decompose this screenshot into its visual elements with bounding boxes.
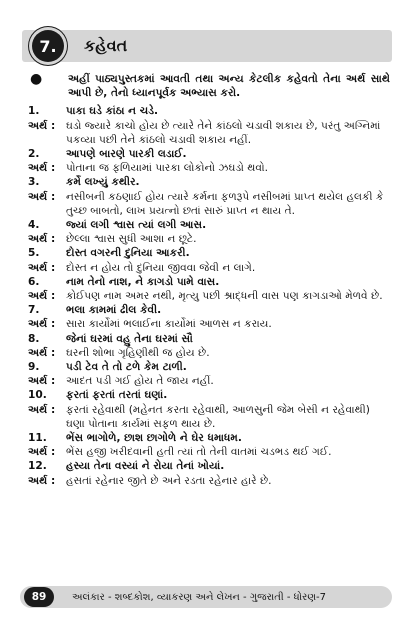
idiom-row	[28, 275, 390, 289]
footer-text: અલંકાર - શબ્દકોશ, વ્યાકરણ અને લેખન - ગુજરાતી - ધોરણ-7	[72, 591, 327, 603]
meaning-label: અર્થ :	[28, 375, 56, 388]
idiom-number: 3.	[28, 176, 40, 189]
meaning-text: કોઈપણ નામ અમર નથી, મૃત્યુ પછી શ્રાદ્ધની વાસ પણ કાગડાઓ મેળવે છે.	[66, 290, 383, 303]
meaning-label: અર્થ :	[28, 190, 56, 203]
meaning-label: અર્થ :	[28, 474, 56, 487]
idiom-text: જેનાં ઘરમાં વહુ તેના ઘરમાં સૌ	[66, 332, 193, 345]
idiom-text: દોસ્ત વગરની દુનિયા આકરી.	[66, 247, 190, 260]
meaning-label: અર્થ :	[28, 261, 56, 274]
chapter-title: કહેવત	[84, 36, 128, 55]
idiom-row	[28, 303, 390, 317]
meaning-text: ઘરની શોભા ગૃહિણીથી જ હોય છે.	[66, 346, 210, 359]
content-body	[28, 72, 390, 488]
idiom-number: 2.	[28, 148, 40, 161]
idiom-row	[28, 246, 390, 260]
idiom-text: નામ તેનો નાશ, ને કાગડો પામે વાસ.	[66, 275, 220, 288]
meaning-label: અર્થ :	[28, 290, 56, 303]
idiom-row	[28, 360, 390, 374]
meaning-label: અર્થ :	[28, 162, 56, 175]
idiom-number: 4.	[28, 219, 40, 232]
idiom-row	[28, 332, 390, 346]
idiom-number: 8.	[28, 332, 40, 345]
meaning-row	[28, 232, 390, 246]
meaning-label: અર્થ :	[28, 318, 56, 331]
page-footer	[20, 586, 392, 608]
idiom-text: જ્યાં લગી શ્વાસ ત્યાં લગી આસ.	[66, 219, 207, 232]
idiom-number: 9.	[28, 361, 40, 374]
idiom-row	[28, 218, 390, 232]
meaning-text: ફરતાં રહેવાથી (મહેનત કરતા રહેવાથી, આળસુની જેમ બેસી ન રહેવાથી) ઘણા પોતાના કાર્યમાં સફળ થાય છે.	[66, 403, 370, 430]
idiom-row	[28, 388, 390, 402]
idiom-number: 5.	[28, 247, 40, 260]
meaning-row	[28, 317, 390, 331]
idiom-row	[28, 147, 390, 161]
idiom-text: પડી ટેવ તે તો ટળે કેમ ટાળી.	[66, 361, 187, 374]
meaning-text: હસતાં રહેનાર જીતે છે અને રડતા રહેનાર હારે છે.	[66, 474, 272, 487]
meaning-label: અર્થ :	[28, 233, 56, 246]
bullet-icon: ●	[30, 71, 43, 87]
intro-text: અહીં પાઠ્યપુસ્તકમાં આવતી તથા અન્ય કેટલીક કહેવતો તેના અર્થ સાથે આપી છે, તેનો ધ્યાનપૂર્વક અભ્યાસ કરો.	[68, 73, 390, 100]
idiom-number: 1.	[28, 105, 40, 118]
meaning-row	[28, 190, 390, 218]
meaning-label: અર્થ :	[28, 403, 56, 416]
meaning-row	[28, 474, 390, 488]
meaning-row	[28, 289, 390, 303]
chapter-header	[22, 30, 392, 62]
meaning-row	[28, 161, 390, 175]
idiom-list	[28, 104, 390, 487]
meaning-row	[28, 261, 390, 275]
meaning-row	[28, 119, 390, 147]
idiom-number: 10.	[28, 389, 47, 402]
meaning-text: આદત પડી ગઈ હોય તે જાય નહીં.	[66, 375, 214, 388]
idiom-text: આપણે બારણે પારકી લડાઈ.	[66, 148, 187, 161]
meaning-text: દોસ્ત ન હોય તો દુનિયા જીવવા જેવી ન લાગે.	[66, 261, 256, 274]
idiom-text: પાકા ઘડે કાંઠા ન ચડે.	[66, 105, 159, 118]
chapter-number: 7.	[32, 30, 64, 62]
idiom-text: હસ્યા તેના વસ્યાં ને રોયા તેનાં ખોયાં.	[66, 460, 225, 473]
meaning-text: ઘડો જ્યારે કાચો હોય છે ત્યારે તેને કાંઠલો ચડાવી શકાય છે, પરંતુ અગ્નિમાં પકવ્યા પછી તેને કાંઠલો ચડાવી શકાય નહીં.	[66, 119, 381, 146]
page-number: 89	[24, 587, 54, 607]
idiom-row	[28, 431, 390, 445]
meaning-row	[28, 374, 390, 388]
intro-block	[28, 72, 390, 100]
idiom-row	[28, 175, 390, 189]
meaning-text: છેલ્લા શ્વાસ સુધી આશા ન છૂટે.	[66, 233, 197, 246]
meaning-text: સારા કાર્યોમાં ભલાઈના કાર્યોમાં આળસ ન કરાય.	[66, 318, 272, 331]
idiom-number: 11.	[28, 432, 47, 445]
meaning-label: અર્થ :	[28, 119, 56, 132]
meaning-text: પોતાના જ ફળિયામાં પારકા લોકોનો ઝઘડો થવો.	[66, 162, 269, 175]
idiom-number: 12.	[28, 460, 47, 473]
meaning-text: નસીબની કઠણાઈ હોય ત્યારે કર્મના ફળરૂપે નસીબમાં પ્રાપ્ત થયેલ હલકી કે તુચ્છ બાબતો, લાખ પ્રયત્નો છતાં સારું પ્રાપ્ત ન થાય તે.	[66, 190, 384, 217]
meaning-row	[28, 445, 390, 459]
idiom-text: ભેંસ ભાગોળે, છાશ છાગોળે ને ઘેર ધમાધમ.	[66, 432, 242, 445]
meaning-label: અર્થ :	[28, 346, 56, 359]
idiom-text: ભલા કામમાં ઢીલ કેવી.	[66, 304, 162, 317]
idiom-text: કર્મે લખ્યું કથીર.	[66, 176, 140, 189]
meaning-row	[28, 403, 390, 431]
meaning-text: ભેંસ હજી ખરીદવાની હતી ત્યાં તો તેની વાતમાં ચડભડ થઈ ગઈ.	[66, 446, 332, 459]
idiom-row	[28, 459, 390, 473]
idiom-row	[28, 104, 390, 118]
idiom-number: 6.	[28, 275, 40, 288]
idiom-text: ફરતાં ફરતાં તરતાં ઘણાં.	[66, 389, 168, 402]
meaning-label: અર્થ :	[28, 446, 56, 459]
meaning-row	[28, 346, 390, 360]
idiom-number: 7.	[28, 304, 40, 317]
